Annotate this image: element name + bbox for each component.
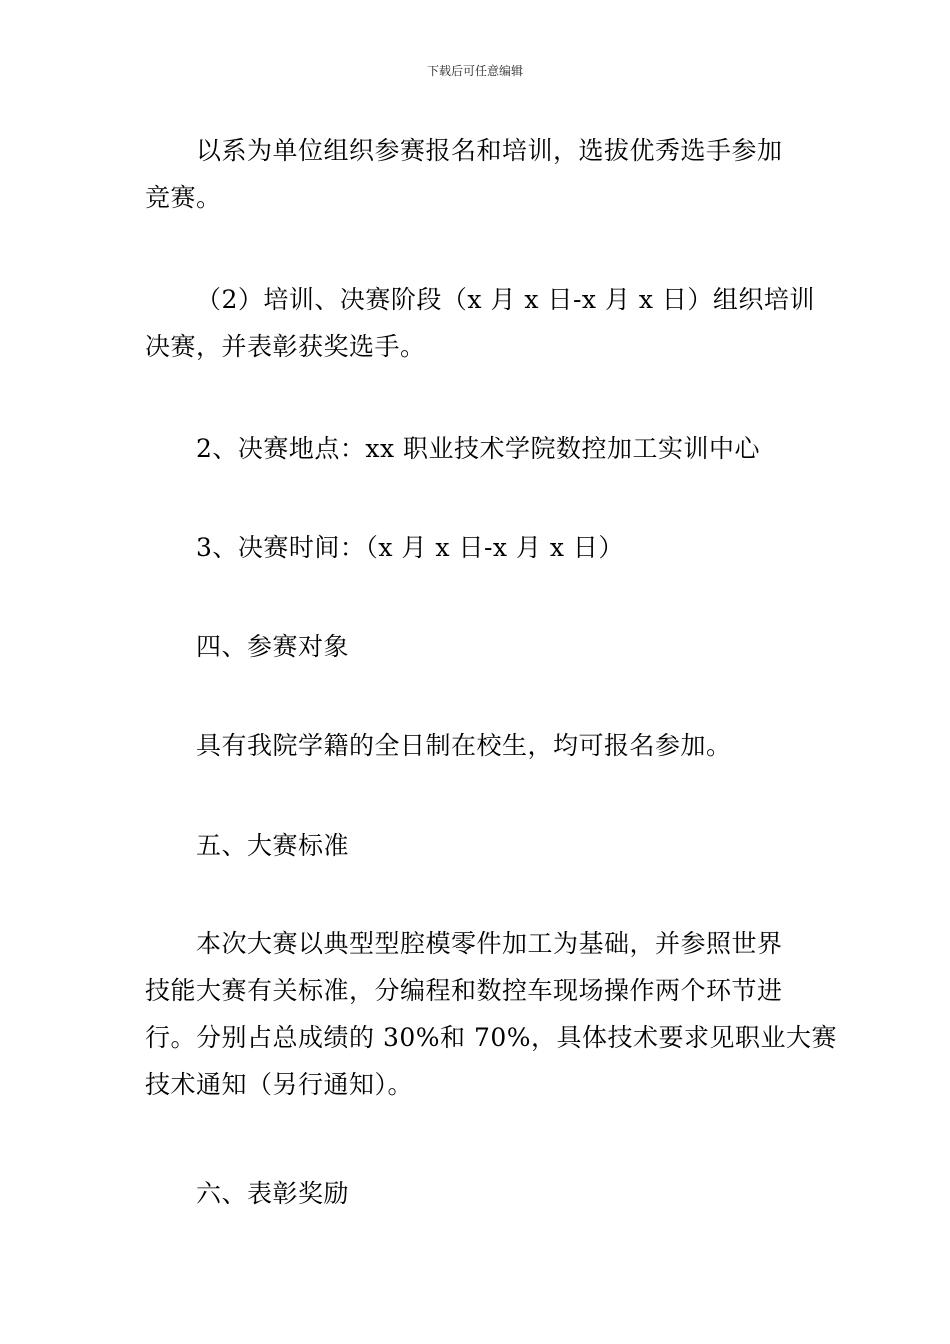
paragraph-training-finals: [145, 276, 815, 370]
paragraph-line: 决赛，并表彰获奖选手。: [145, 332, 426, 361]
paragraph-finals-time: [145, 524, 810, 571]
section-heading: 五、大赛标准: [196, 831, 350, 860]
paragraph-finals-location: [145, 425, 810, 472]
section-heading-awards: [145, 1170, 810, 1217]
paragraph-line: 行。分别占总成绩的 30%和 70%，具体技术要求见职业大赛: [145, 1023, 838, 1052]
paragraph-line: 技能大赛有关标准，分编程和数控车现场操作两个环节进: [145, 976, 783, 1005]
paragraph-line: （2）培训、决赛阶段（x 月 x 日-x 月 x 日）组织培训: [196, 285, 815, 314]
section-heading: 六、表彰奖励: [196, 1179, 350, 1208]
paragraph-line: 竞赛。: [145, 183, 222, 212]
paragraph-line: 具有我院学籍的全日制在校生，均可报名参加。: [196, 731, 732, 760]
section-heading: 四、参赛对象: [196, 632, 350, 661]
page-header: 下载后可任意编辑: [426, 64, 523, 78]
section-heading-participants: [145, 623, 810, 670]
paragraph-line: 以系为单位组织参赛报名和培训，选拔优秀选手参加: [196, 136, 783, 165]
paragraph-registration: [145, 127, 810, 221]
paragraph-line: 本次大赛以典型型腔模零件加工为基础，并参照世界: [196, 929, 783, 958]
paragraph-line: 技术通知（另行通知）。: [145, 1070, 414, 1099]
paragraph-standards: [145, 920, 838, 1108]
paragraph-eligibility: [145, 722, 810, 769]
paragraph-line: 2、决赛地点：xx 职业技术学院数控加工实训中心: [196, 434, 761, 463]
section-heading-standards: [145, 822, 810, 869]
paragraph-line: 3、决赛时间：（x 月 x 日-x 月 x 日）: [196, 533, 624, 562]
